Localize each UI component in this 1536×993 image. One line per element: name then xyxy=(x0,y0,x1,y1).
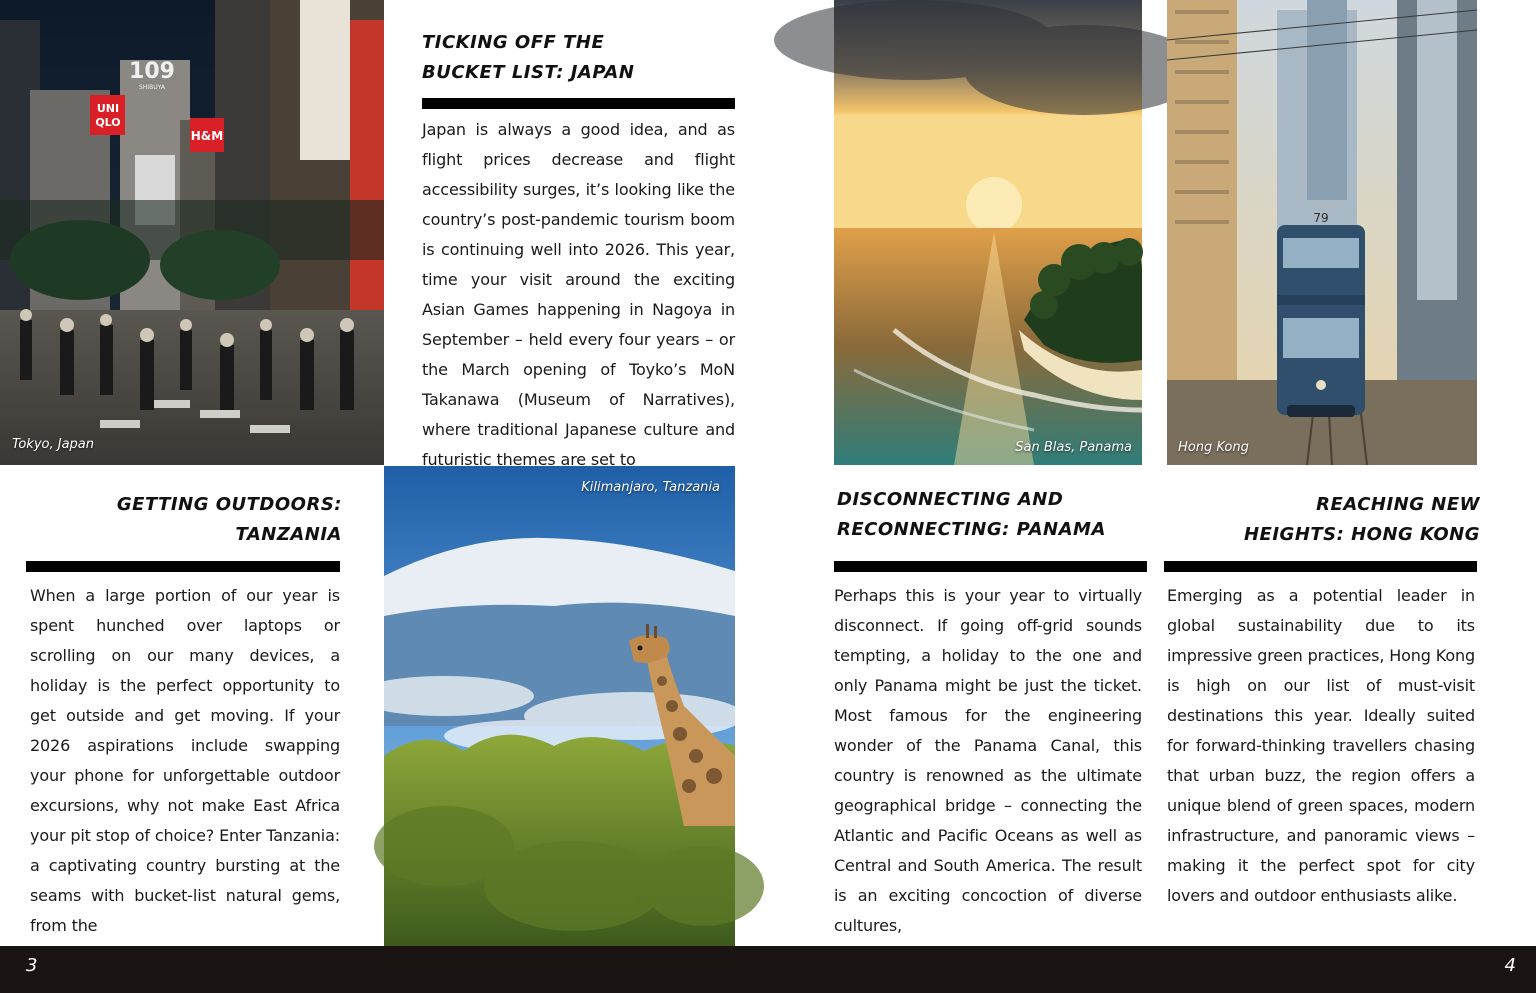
panama-heading-line2: RECONNECTING: PANAMA xyxy=(837,519,1106,540)
hong-kong-heading-line2: HEIGHTS: HONG KONG xyxy=(1243,524,1480,545)
hong-kong-caption: Hong Kong xyxy=(1178,440,1249,455)
hong-kong-photo xyxy=(1167,0,1477,465)
kilimanjaro-photo xyxy=(384,466,735,946)
kilimanjaro-caption: Kilimanjaro, Tanzania xyxy=(581,480,720,495)
hong-kong-heading xyxy=(1160,490,1480,550)
page-number-right: 4 xyxy=(1504,955,1516,976)
japan-heading-rule xyxy=(422,98,735,109)
page-footer xyxy=(0,946,1536,993)
hm-sign: H&M xyxy=(190,129,224,143)
tanzania-heading-rule xyxy=(26,561,340,572)
japan-heading-line1: TICKING OFF THE xyxy=(422,32,605,53)
hong-kong-heading-rule xyxy=(1164,561,1477,572)
tokyo-caption: Tokyo, Japan xyxy=(12,437,94,452)
tokyo-photo xyxy=(0,0,384,465)
japan-body: Japan is always a good idea, and as flight prices decrease and flight accessibility surges, it’s looking like the country’s post-pandemic tourism boom is continuing well into 2026. This year, time your visit around the exciting Asian Games happening in Nagoya in September – held every four years – or the March opening of Toyko’s MoN Takanawa (Museum of Narratives), where traditional Japanese culture and futuristic themes are set to xyxy=(422,120,735,469)
japan-heading xyxy=(422,28,742,88)
japan-heading-line2: BUCKET LIST: JAPAN xyxy=(422,62,635,83)
shibuya-109-sign: 109 xyxy=(129,59,175,84)
san-blas-photo xyxy=(834,0,1142,465)
san-blas-caption: San Blas, Panama xyxy=(1015,440,1132,455)
hong-kong-heading-line1: REACHING NEW xyxy=(1316,494,1480,515)
uniqlo-sign-bottom: QLO xyxy=(95,116,121,129)
tram-illustration xyxy=(1277,225,1365,417)
tram-number: 79 xyxy=(1313,211,1329,225)
hong-kong-body: Emerging as a potential leader in global sustainability due to its impressive green practices, Hong Kong is high on our list of must-visit destinations this year. Ideally suited for forward-thinking travellers chasing that urban buzz, the region offers a unique blend of green spaces, modern infrastructure, and panoramic views – making it the perfect spot for city lovers and outdoor enthusiasts alike. xyxy=(1167,586,1475,905)
panama-heading-rule xyxy=(834,561,1147,572)
tanzania-heading-line1: GETTING OUTDOORS: xyxy=(116,494,342,515)
page-number-left: 3 xyxy=(26,955,38,976)
tanzania-heading-line2: TANZANIA xyxy=(235,524,342,545)
uniqlo-sign-top: UNI xyxy=(96,102,120,115)
panama-body: Perhaps this is your year to virtually disconnect. If going off-grid sounds tempting, a holiday to the one and only Panama might be just the ticket. Most famous for the engineering wonder of the Panama Canal, this country is renowned as the ultimate geographical bridge – connecting the Atlantic and Pacific Oceans as well as Central and South America. The result is an exciting concoction of diverse cultures, xyxy=(834,586,1142,935)
tanzania-heading xyxy=(26,490,342,550)
panama-heading-line1: DISCONNECTING AND xyxy=(837,489,1064,510)
panama-heading xyxy=(837,485,1157,545)
tanzania-body: When a large portion of our year is spent hunched over laptops or scrolling on our many devices, a holiday is the perfect opportunity to get outside and get moving. If your 2026 aspirations include swapping your phone for unforgettable outdoor excursions, why not make East Africa your pit stop of choice? Enter Tanzania: a captivating country bursting at the seams with bucket-list natural gems, from the xyxy=(30,586,340,935)
shibuya-sub-sign: SHIBUYA xyxy=(139,84,165,91)
